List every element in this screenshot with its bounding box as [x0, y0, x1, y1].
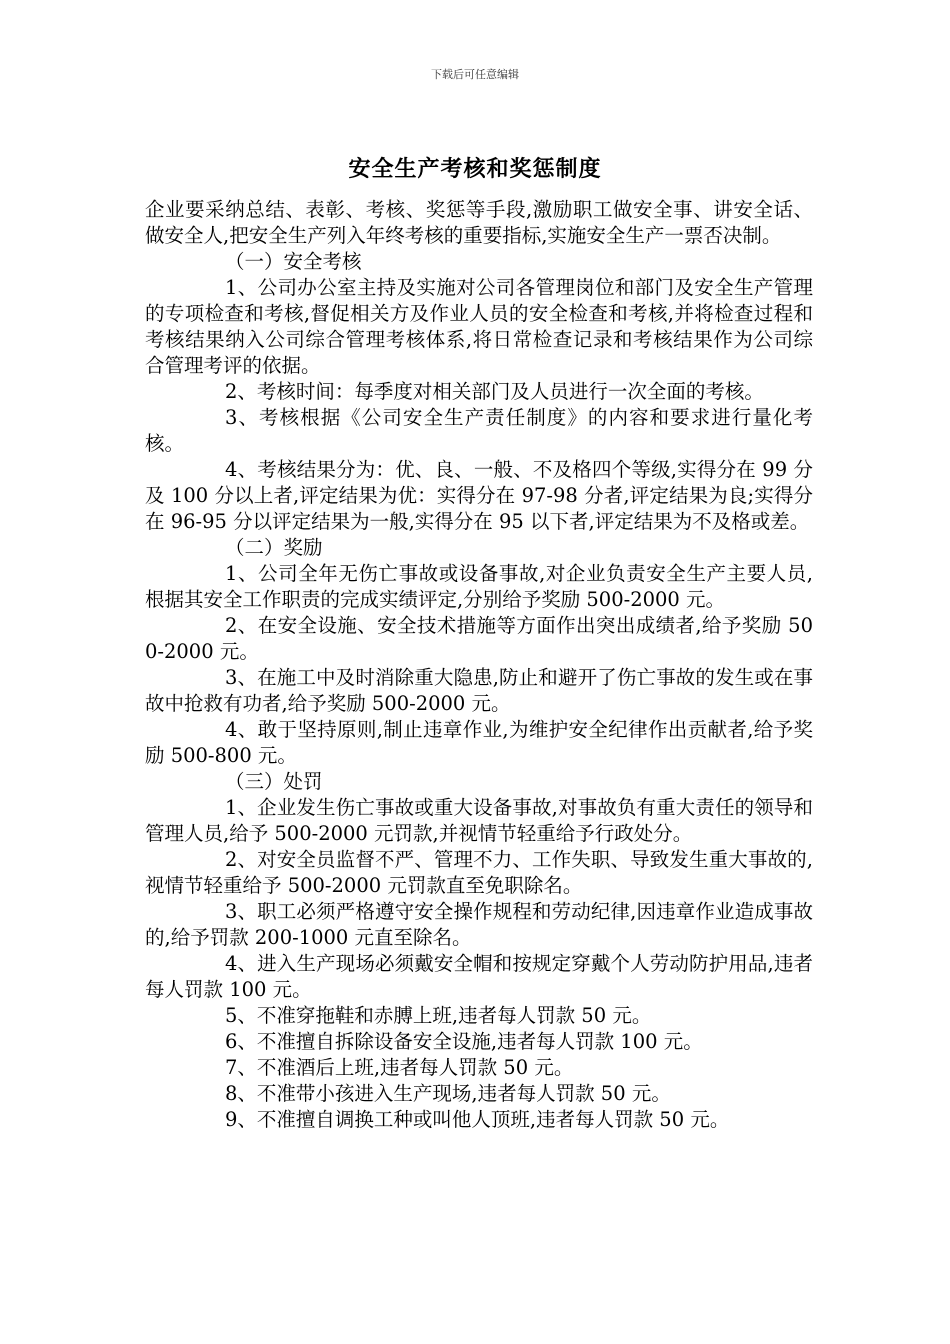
assessment-item-1: 1、公司办公室主持及实施对公司各管理岗位和部门及安全生产管理的专项检查和考核,督促相关方及作业人员的安全检查和考核,并将检查过程和考核结果纳入公司综合管理考核体系,将日常检查记录和考核结果作为公司综合管理考评的依据。: [145, 276, 813, 377]
document-title: 安全生产考核和奖惩制度: [348, 156, 602, 182]
penalty-item-3: 3、职工必须严格遵守安全操作规程和劳动纪律,因违章作业造成事故的,给予罚款 200-1000 元直至除名。: [145, 900, 813, 949]
penalty-item-2: 2、对安全员监督不严、管理不力、工作失职、导致发生重大事故的,视情节轻重给予 500-2000 元罚款直至免职除名。: [145, 848, 813, 897]
header-watermark: 下载后可任意编辑: [431, 68, 519, 81]
reward-item-3: 3、在施工中及时消除重大隐患,防止和避开了伤亡事故的发生或在事故中抢救有功者,给予奖励 500-2000 元。: [145, 666, 813, 715]
assessment-item-3: 3、考核根据《公司安全生产责任制度》的内容和要求进行量化考核。: [145, 406, 813, 455]
section-heading-penalties: （三）处罚: [225, 770, 323, 793]
penalty-item-7: 7、不准酒后上班,违者每人罚款 50 元。: [225, 1056, 574, 1079]
penalty-item-9: 9、不准擅自调换工种或叫他人顶班,违者每人罚款 50 元。: [225, 1108, 730, 1131]
reward-item-4: 4、敢于坚持原则,制止违章作业,为维护安全纪律作出贡献者,给予奖励 500-800 元。: [145, 718, 813, 767]
penalty-item-1: 1、企业发生伤亡事故或重大设备事故,对事故负有重大责任的领导和管理人员,给予 500-2000 元罚款,并视情节轻重给予行政处分。: [145, 796, 813, 845]
assessment-item-4: 4、考核结果分为：优、良、一般、不及格四个等级,实得分在 99 分及 100 分以上者,评定结果为优：实得分在 97-98 分者,评定结果为良;实得分在 96-95 分以评定结果为一般,实得分在 95 以下者,评定结果为不及格或差。: [145, 458, 813, 533]
reward-item-1: 1、公司全年无伤亡事故或设备事故,对企业负责安全生产主要人员,根据其安全工作职责的完成实绩评定,分别给予奖励 500-2000 元。: [145, 562, 813, 611]
penalty-item-5: 5、不准穿拖鞋和赤膊上班,违者每人罚款 50 元。: [225, 1004, 652, 1027]
reward-item-2: 2、在安全设施、安全技术措施等方面作出突出成绩者,给予奖励 500-2000 元。: [145, 614, 813, 663]
penalty-item-6: 6、不准擅自拆除设备安全设施,违者每人罚款 100 元。: [225, 1030, 703, 1053]
section-heading-assessment: （一）安全考核: [225, 250, 362, 273]
assessment-item-2: 2、考核时间：每季度对相关部门及人员进行一次全面的考核。: [225, 380, 764, 403]
section-heading-rewards: （二）奖励: [225, 536, 323, 559]
penalty-item-4: 4、进入生产现场必须戴安全帽和按规定穿戴个人劳动防护用品,违者每人罚款 100 元。: [145, 952, 813, 1001]
intro-paragraph: 企业要采纳总结、表彰、考核、奖惩等手段,激励职工做安全事、讲安全话、做安全人,把安全生产列入年终考核的重要指标,实施安全生产一票否决制。: [145, 198, 813, 247]
document-body: [145, 197, 813, 1133]
penalty-item-8: 8、不准带小孩进入生产现场,违者每人罚款 50 元。: [225, 1082, 671, 1105]
